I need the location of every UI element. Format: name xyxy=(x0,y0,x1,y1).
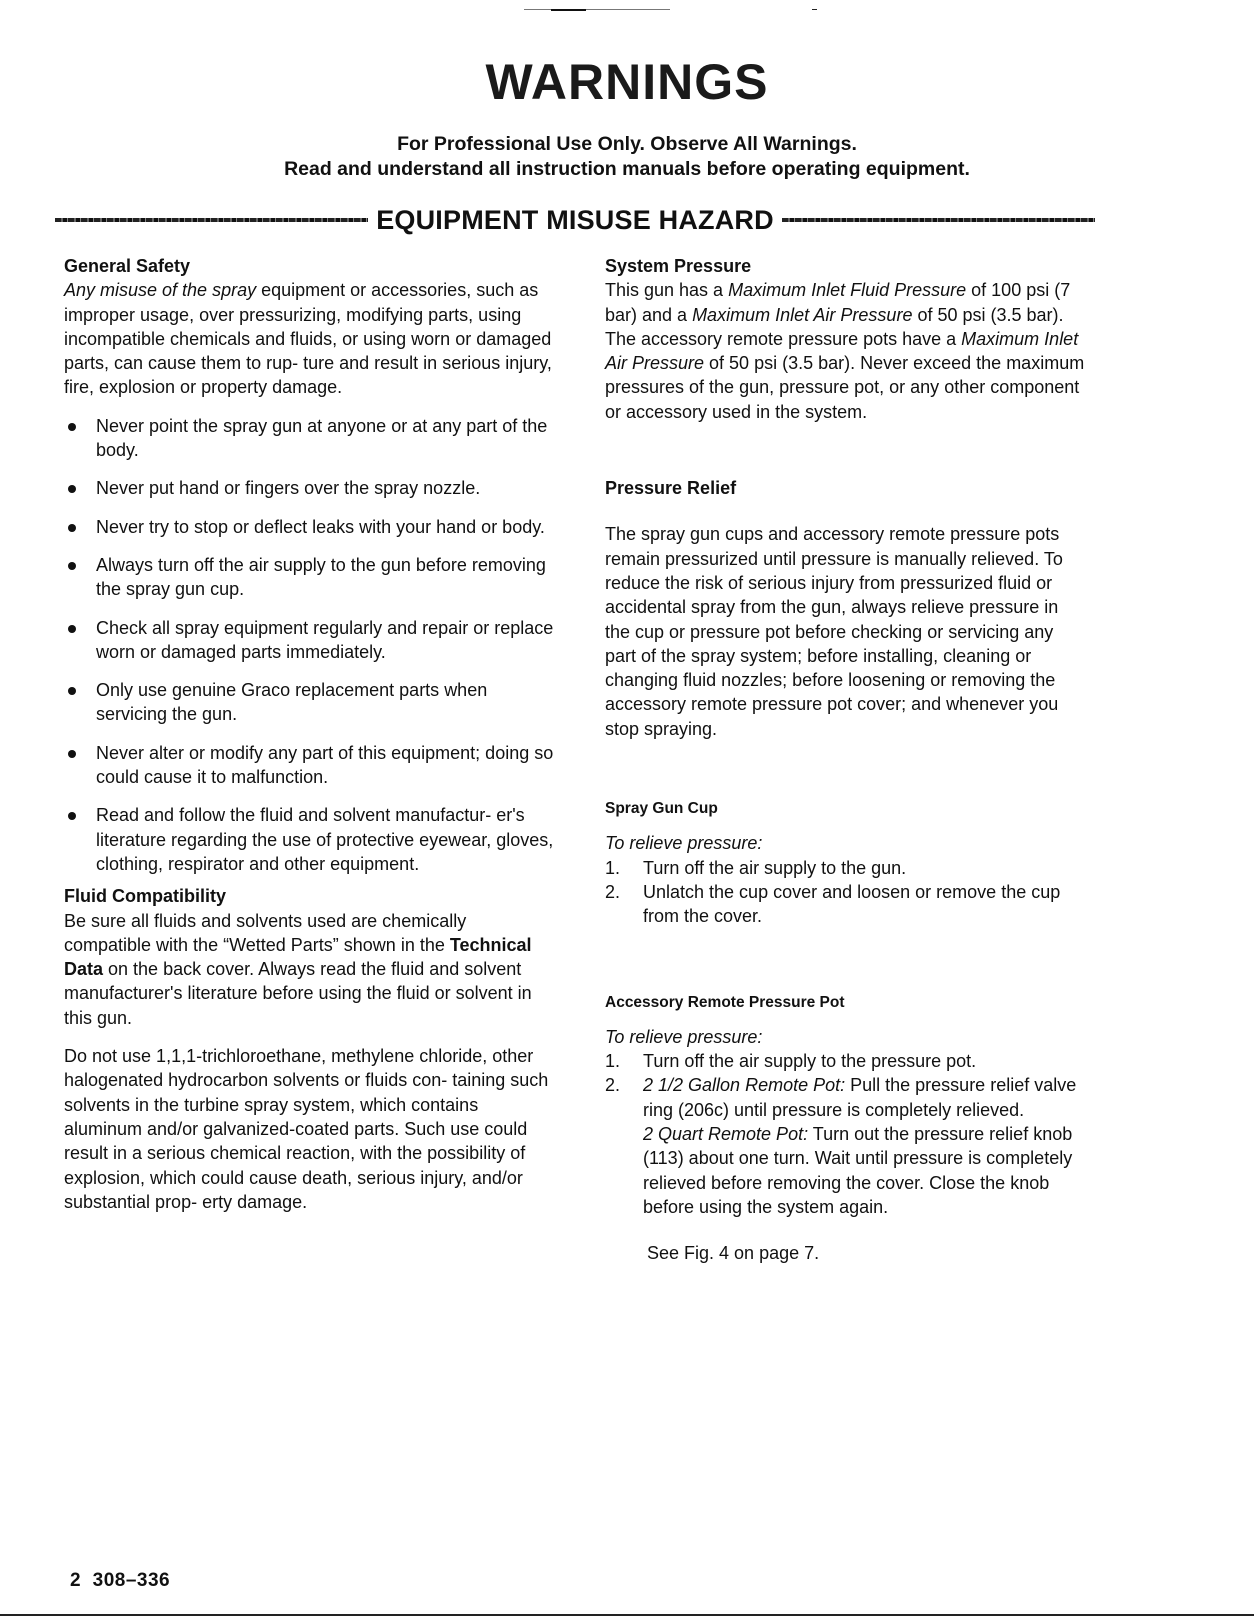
bullet-item: Never alter or modify any part of this equipment; doing so could cause it to malfunction. xyxy=(64,741,554,790)
spray-gun-cup-lead: To relieve pressure: xyxy=(605,833,763,854)
step-text: Pull the pressure relief valve ring (206c) until pressure is completely relieved. xyxy=(643,1075,1077,1120)
subtitle-line-1: For Professional Use Only. Observe All Warnings. xyxy=(397,133,857,155)
hazard-banner xyxy=(55,202,1095,238)
page-subtitle xyxy=(0,132,1254,182)
hazard-rule-right xyxy=(782,218,1095,222)
step-text: Turn out the pressure relief knob (113) about one turn. Wait until pressure is completely relieved before removing the cover. Close the knob before using the system again. xyxy=(643,1124,1073,1217)
page-footer xyxy=(70,1570,170,1592)
step-number: 2. xyxy=(605,1075,621,1096)
document-number: 308–336 xyxy=(92,1570,171,1591)
step-item xyxy=(605,856,1085,880)
italic-term: Maximum Inlet Air Pressure xyxy=(605,328,1079,374)
scan-artifact-dot xyxy=(812,9,817,10)
intro-text: equipment or accessories, such as improper usage, over pressurizing, modifying parts, using incompatible chemicals and fluids, or using worn or damaged parts, can cause them to rup- ture and result in serious injury, fire, explosion or property damage. xyxy=(64,280,552,398)
step-item xyxy=(605,880,1085,929)
bullet-item: Never put hand or fingers over the spray nozzle. xyxy=(64,476,554,500)
technical-data-ref: Technical Data xyxy=(64,934,532,980)
figure-reference: See Fig. 4 on page 7. xyxy=(647,1243,820,1264)
text-span: Be sure all fluids and solvents used are chemically compatible with the “Wetted Parts” shown in the xyxy=(64,910,467,955)
section-heading-general-safety: General Safety xyxy=(64,256,191,276)
section-heading-fluid-compatibility: Fluid Compatibility xyxy=(64,886,226,907)
italic-term: 2 1/2 Gallon Remote Pot: xyxy=(643,1075,846,1096)
bullet-item: Always turn off the air supply to the gun before removing the spray gun cup. xyxy=(64,553,554,602)
italic-term: Maximum Inlet Air Pressure xyxy=(692,304,913,325)
fluid-compatibility-para-1 xyxy=(64,909,554,1030)
italic-term: Maximum Inlet Fluid Pressure xyxy=(728,280,967,301)
fluid-compatibility-para-2: Do not use 1,1,1-trichloroethane, methylene chloride, other halogenated hydrocarbon solvents or fluids con- taining such solvents in the turbine spray system, which contains aluminum and/or galvanized-coated parts. Such use could result in a serious chemical reaction, with the possibility of explosion, which could cause death, serious injury, and/or substantial prop- erty damage. xyxy=(64,1046,549,1212)
bullet-item: Never point the spray gun at anyone or at any part of the body. xyxy=(64,414,554,463)
section-heading-remote-pot: Accessory Remote Pressure Pot xyxy=(605,993,845,1011)
section-heading-system-pressure: System Pressure xyxy=(605,256,752,276)
text-span: of 50 psi (3.5 bar). The accessory remote pressure pots have a xyxy=(605,304,1064,349)
safety-bullet-list xyxy=(64,414,554,876)
step-2-gallon xyxy=(643,1073,1085,1122)
italic-term: 2 Quart Remote Pot: xyxy=(643,1124,809,1145)
step-text: Unlatch the cup cover and loosen or remove the cup from the cover. xyxy=(643,881,1061,927)
hazard-rule-left xyxy=(55,218,368,222)
text-span: This gun has a xyxy=(605,280,729,301)
intro-italic: Any misuse of the spray xyxy=(64,280,257,301)
page-number: 2 xyxy=(70,1570,82,1591)
general-safety-intro xyxy=(64,278,554,399)
section-heading-pressure-relief: Pressure Relief xyxy=(605,478,737,499)
step-text: Turn off the air supply to the pressure pot. xyxy=(643,1051,977,1072)
remote-pot-steps xyxy=(605,1049,1085,1219)
bullet-item: Only use genuine Graco replacement parts when servicing the gun. xyxy=(64,678,554,727)
text-span: on the back cover. Always read the fluid and solvent manufacturer's literature before using the fluid or solvent in this gun. xyxy=(64,959,532,1028)
remote-pot-lead: To relieve pressure: xyxy=(605,1026,763,1047)
step-number: 1. xyxy=(605,1051,621,1072)
text-span: of 50 psi (3.5 bar). Never exceed the maximum pressures of the gun, pressure pot, or any other component or accessory used in the system. xyxy=(605,353,1085,422)
pressure-relief-body: The spray gun cups and accessory remote pressure pots remain pressurized until pressure is manually relieved. To reduce the risk of serious injury from pressurized fluid or accidental spray from the gun, always relieve pressure in the cup or pressure pot before checking or servicing any part of the spray system; before installing, cleaning or changing fluid nozzles; before loosening or removing the accessory remote pressure pot cover; and whenever you stop spraying. xyxy=(605,524,1063,739)
bullet-item: Check all spray equipment regularly and repair or replace worn or damaged parts immediately. xyxy=(64,616,554,665)
step-number: 2. xyxy=(605,881,621,902)
left-column xyxy=(64,254,554,1214)
step-2-quart xyxy=(643,1122,1085,1219)
subtitle-line-2: Read and understand all instruction manuals before operating equipment. xyxy=(284,158,970,180)
step-item xyxy=(605,1049,1085,1073)
page-title: WARNINGS xyxy=(485,54,769,110)
scan-artifact-line xyxy=(524,9,670,10)
hazard-title: EQUIPMENT MISUSE HAZARD xyxy=(376,205,774,235)
bullet-item: Never try to stop or deflect leaks with your hand or body. xyxy=(64,515,554,539)
step-item xyxy=(605,1073,1085,1219)
step-text: Turn off the air supply to the gun. xyxy=(643,857,907,878)
system-pressure-body xyxy=(605,278,1085,424)
text-span: of 100 psi (7 bar) and a xyxy=(605,280,1071,325)
step-number: 1. xyxy=(605,857,621,878)
right-column xyxy=(605,254,1085,1266)
section-heading-spray-gun-cup: Spray Gun Cup xyxy=(605,800,718,818)
spray-gun-cup-steps xyxy=(605,856,1085,929)
bullet-item: Read and follow the fluid and solvent manufactur- er's literature regarding the use of protective eyewear, gloves, clothing, respirator and other equipment. xyxy=(64,803,554,876)
